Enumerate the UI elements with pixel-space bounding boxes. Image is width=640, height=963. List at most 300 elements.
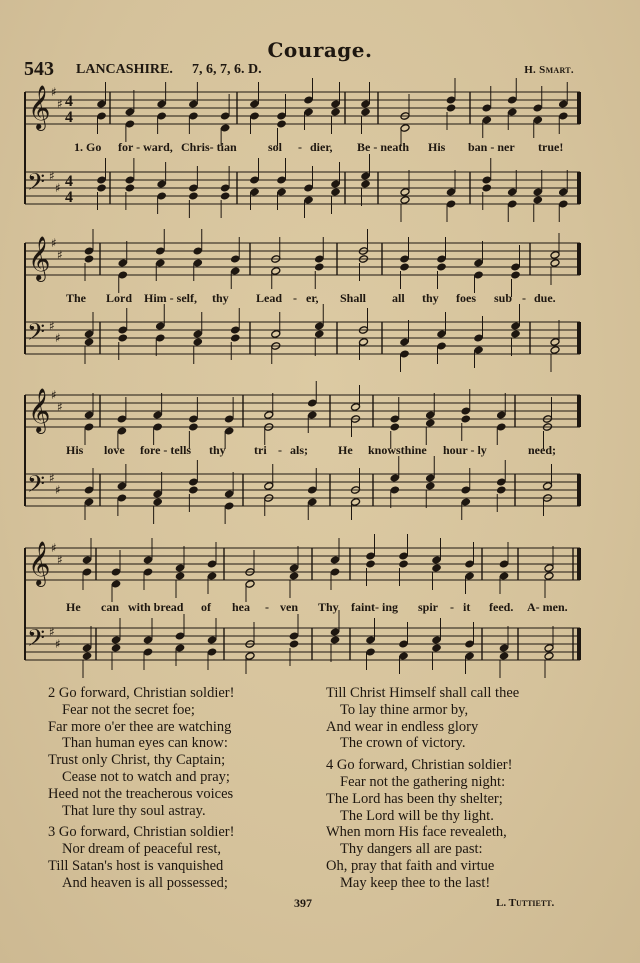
note-head xyxy=(175,632,185,641)
verse-line: Trust only Christ, thy Captain; xyxy=(48,752,226,769)
note-head xyxy=(245,580,255,589)
lyric-line xyxy=(0,443,640,459)
note-head xyxy=(446,96,456,105)
note-head xyxy=(188,184,198,193)
note-head xyxy=(84,411,94,420)
note-head xyxy=(125,184,135,193)
bass-clef-icon: 𝄢 xyxy=(27,470,46,503)
verse-line: That lure thy soul astray. xyxy=(62,802,206,819)
note-head xyxy=(193,338,203,347)
lyric-syllable: He xyxy=(66,600,81,614)
lyric-syllable: His xyxy=(66,443,84,457)
lyric-syllable: spir xyxy=(418,600,439,614)
note-head xyxy=(207,560,217,569)
note-head xyxy=(188,423,198,432)
note-head xyxy=(330,628,340,637)
verse-line: The crown of victory. xyxy=(340,735,466,752)
note-head xyxy=(446,104,456,113)
note-head xyxy=(544,572,554,581)
lyric-syllable: - xyxy=(298,140,302,154)
note-head xyxy=(331,188,341,197)
lyric-syllable: knowsthine xyxy=(368,443,427,457)
author-name: L. Tuttiett. xyxy=(496,897,555,909)
note-head xyxy=(230,334,240,343)
note-head xyxy=(432,644,442,653)
note-head xyxy=(550,346,560,355)
lyric-syllable: Lead xyxy=(256,291,283,305)
note-head xyxy=(188,415,198,424)
note-head xyxy=(550,259,560,268)
note-head xyxy=(289,640,299,649)
note-head xyxy=(461,415,471,424)
lyric-syllable: with bread xyxy=(128,600,184,614)
note-head xyxy=(446,188,456,197)
note-head xyxy=(314,263,324,272)
note-head xyxy=(289,632,299,641)
note-head xyxy=(474,271,484,280)
note-head xyxy=(153,411,163,420)
lyric-syllable: it xyxy=(463,600,471,614)
lyric-syllable: faint- ing xyxy=(351,600,399,614)
note-head xyxy=(97,112,107,121)
verse-line: And wear in endless glory xyxy=(326,718,479,735)
double-barline xyxy=(577,548,581,580)
note-head xyxy=(220,112,230,121)
note-head xyxy=(366,636,376,645)
note-head xyxy=(496,486,506,495)
lyric-syllable: Thy xyxy=(318,600,339,614)
note-head xyxy=(558,188,568,197)
lyric-syllable: A- men. xyxy=(527,600,568,614)
note-head xyxy=(111,568,121,577)
verse-line: Thy dangers all are past: xyxy=(340,841,483,858)
sharp-icon: ♯ xyxy=(49,169,55,183)
note-head xyxy=(157,112,167,121)
note-head xyxy=(188,486,198,495)
lyric-syllable: fore - tells xyxy=(140,443,192,457)
note-head xyxy=(361,108,371,117)
sharp-icon: ♯ xyxy=(49,319,55,333)
verse-line: Heed not the treacherous voices xyxy=(48,785,234,802)
note-head xyxy=(157,192,167,201)
note-head xyxy=(245,652,255,661)
lyric-syllable: - xyxy=(450,600,454,614)
note-head xyxy=(125,120,135,129)
note-head xyxy=(153,498,163,507)
verse-line: Oh, pray that faith and virtue xyxy=(326,857,495,874)
note-head xyxy=(117,494,127,503)
note-head xyxy=(111,644,121,653)
lyric-syllable: sol xyxy=(268,140,283,154)
note-head xyxy=(482,116,492,125)
sharp-icon: ♯ xyxy=(57,97,63,111)
note-head xyxy=(558,200,568,209)
note-head xyxy=(465,652,475,661)
note-head xyxy=(499,560,509,569)
lyric-syllable: tri xyxy=(254,443,267,457)
note-head xyxy=(474,259,484,268)
page-title: Courage. xyxy=(267,38,373,62)
note-head xyxy=(437,342,447,351)
note-head xyxy=(366,560,376,569)
hymn-number: 543 xyxy=(24,58,54,80)
sharp-icon: ♯ xyxy=(49,625,55,639)
note-head xyxy=(461,407,471,416)
note-head xyxy=(250,176,260,185)
final-barline xyxy=(577,474,581,506)
note-head xyxy=(359,338,369,347)
sharp-icon: ♯ xyxy=(51,388,57,402)
note-head xyxy=(230,255,240,264)
final-barline xyxy=(577,322,581,354)
note-head xyxy=(425,474,435,483)
lyric-syllable: er, xyxy=(306,291,319,305)
note-head xyxy=(84,247,94,256)
lyric-syllable: hour - ly xyxy=(443,443,487,457)
note-head xyxy=(250,112,260,121)
note-head xyxy=(224,415,234,424)
lyric-syllable: Shall xyxy=(340,291,367,305)
tune-name: LANCASHIRE. xyxy=(76,62,173,77)
note-head xyxy=(97,184,107,193)
lyric-line xyxy=(0,291,640,307)
verse-line: Till Satan's host is vanquished xyxy=(48,857,224,874)
note-head xyxy=(331,180,341,189)
note-head xyxy=(307,498,317,507)
sharp-icon: ♯ xyxy=(57,248,63,262)
note-head xyxy=(307,399,317,408)
note-head xyxy=(82,644,92,653)
note-head xyxy=(175,644,185,653)
lyric-line xyxy=(0,600,640,616)
time-signature: 4 xyxy=(65,93,73,110)
note-head xyxy=(544,652,554,661)
note-head xyxy=(425,419,435,428)
note-head xyxy=(437,330,447,339)
lyric-syllable: ban - ner xyxy=(468,140,515,154)
note-head xyxy=(143,636,153,645)
note-head xyxy=(224,502,234,511)
note-head xyxy=(84,423,94,432)
note-head xyxy=(84,498,94,507)
lyric-syllable: Him - self, xyxy=(144,291,197,305)
lyric-syllable: can xyxy=(101,600,119,614)
note-head xyxy=(224,427,234,436)
note-head xyxy=(533,116,543,125)
lyric-syllable: - xyxy=(278,443,282,457)
note-head xyxy=(400,350,410,359)
lyric-syllable: of xyxy=(201,600,211,614)
note-head xyxy=(155,322,165,331)
lyric-syllable: thy xyxy=(209,443,226,457)
note-head xyxy=(289,572,299,581)
note-head xyxy=(366,552,376,561)
note-head xyxy=(155,259,165,268)
note-head xyxy=(432,556,442,565)
verse-line: Than human eyes can know: xyxy=(62,735,228,752)
note-head xyxy=(304,196,314,205)
sharp-icon: ♯ xyxy=(51,541,57,555)
note-head xyxy=(474,346,484,355)
verse-line: The Lord has been thy shelter; xyxy=(326,790,503,807)
note-head xyxy=(289,564,299,573)
sharp-icon: ♯ xyxy=(55,181,61,195)
verse-line: Cease not to watch and pray; xyxy=(62,768,230,785)
sharp-icon: ♯ xyxy=(51,85,57,99)
note-head xyxy=(400,188,410,197)
note-head xyxy=(271,267,281,276)
lyric-syllable: The xyxy=(66,291,87,305)
note-head xyxy=(400,338,410,347)
note-head xyxy=(399,552,409,561)
lyric-syllable: He xyxy=(338,443,353,457)
verse-line: Far more o'er thee are watching xyxy=(48,718,232,735)
lyric-syllable: His xyxy=(428,140,446,154)
verse-line: Fear not the gathering night: xyxy=(340,773,506,790)
note-head xyxy=(330,568,340,577)
note-head xyxy=(84,255,94,264)
verse-line: Till Christ Himself shall call thee xyxy=(326,685,520,701)
note-head xyxy=(304,108,314,117)
verse-line: May keep thee to the last! xyxy=(340,874,491,891)
note-head xyxy=(558,112,568,121)
note-head xyxy=(175,564,185,573)
verse-line: 2 Go forward, Christian soldier! xyxy=(48,685,235,701)
bass-clef-icon: 𝄢 xyxy=(27,168,46,201)
note-head xyxy=(511,271,521,280)
verse-line: 4 Go forward, Christian soldier! xyxy=(326,757,513,774)
lyric-syllable: als; xyxy=(290,443,308,457)
note-head xyxy=(271,330,281,339)
sharp-icon: ♯ xyxy=(57,400,63,414)
note-head xyxy=(544,644,554,653)
note-head xyxy=(307,486,317,495)
note-head xyxy=(432,636,442,645)
lyric-syllable: - xyxy=(522,291,526,305)
note-head xyxy=(507,108,517,117)
note-head xyxy=(193,330,203,339)
final-barline xyxy=(577,92,581,124)
note-head xyxy=(82,556,92,565)
double-barline xyxy=(577,628,581,660)
note-head xyxy=(482,104,492,113)
composer-name: H. Smart. xyxy=(524,64,574,76)
note-head xyxy=(399,560,409,569)
note-head xyxy=(465,640,475,649)
note-head xyxy=(533,196,543,205)
lyric-syllable: Chris- tian xyxy=(181,140,237,154)
note-head xyxy=(437,255,447,264)
note-head xyxy=(361,180,371,189)
verse-line: The Lord will be thy light. xyxy=(340,807,494,824)
note-head xyxy=(351,498,361,507)
author xyxy=(496,897,554,909)
note-head xyxy=(277,120,287,129)
lyric-syllable: thy xyxy=(422,291,439,305)
note-head xyxy=(193,247,203,256)
note-head xyxy=(84,338,94,347)
note-head xyxy=(550,251,560,260)
note-head xyxy=(188,478,198,487)
lyric-syllable: 1. Go xyxy=(74,140,102,154)
note-head xyxy=(118,259,128,268)
note-head xyxy=(511,322,521,331)
verses-right-column xyxy=(326,685,519,892)
note-head xyxy=(155,247,165,256)
note-head xyxy=(230,326,240,335)
note-head xyxy=(157,100,167,109)
note-head xyxy=(351,403,361,412)
note-head xyxy=(220,184,230,193)
bass-clef-icon: 𝄢 xyxy=(27,624,46,657)
note-head xyxy=(461,486,471,495)
note-head xyxy=(482,184,492,193)
lyric-syllable: Lord xyxy=(106,291,133,305)
lyric-syllable: - xyxy=(265,600,269,614)
note-head xyxy=(224,490,234,499)
note-head xyxy=(496,423,506,432)
note-head xyxy=(330,636,340,645)
note-head xyxy=(400,255,410,264)
note-head xyxy=(390,474,400,483)
note-head xyxy=(511,330,521,339)
note-head xyxy=(304,184,314,193)
note-head xyxy=(84,486,94,495)
note-head xyxy=(446,200,456,209)
lyric-syllable: foes xyxy=(456,291,476,305)
lyric-syllable: hea xyxy=(232,600,250,614)
note-head xyxy=(425,482,435,491)
note-head xyxy=(207,648,217,657)
meter: 7, 6, 7, 6. D. xyxy=(192,62,262,77)
note-head xyxy=(425,411,435,420)
note-head xyxy=(250,188,260,197)
note-head xyxy=(558,100,568,109)
note-head xyxy=(277,188,287,197)
page-number: 397 xyxy=(294,896,312,910)
lyric-syllable: all xyxy=(392,291,405,305)
final-barline xyxy=(577,395,581,427)
note-head xyxy=(175,572,185,581)
note-head xyxy=(390,486,400,495)
note-head xyxy=(461,498,471,507)
lyric-syllable: thy xyxy=(212,291,229,305)
note-head xyxy=(432,564,442,573)
note-head xyxy=(314,330,324,339)
final-barline xyxy=(577,172,581,204)
verse-line: Fear not the secret foe; xyxy=(62,701,195,718)
note-head xyxy=(207,572,217,581)
note-head xyxy=(390,423,400,432)
note-head xyxy=(474,334,484,343)
note-head xyxy=(220,124,230,133)
note-head xyxy=(188,112,198,121)
lyric-syllable: feed. xyxy=(489,600,514,614)
verse-line: Nor dream of peaceful rest, xyxy=(62,841,222,858)
time-signature: 4 xyxy=(65,109,73,126)
note-head xyxy=(507,188,517,197)
note-head xyxy=(499,572,509,581)
note-head xyxy=(117,482,127,491)
sharp-icon: ♯ xyxy=(55,331,61,345)
note-head xyxy=(437,263,447,272)
lyric-syllable: dier, xyxy=(310,140,333,154)
note-head xyxy=(499,652,509,661)
note-head xyxy=(143,648,153,657)
verses-left-column xyxy=(48,685,234,892)
note-head xyxy=(157,180,167,189)
note-head xyxy=(125,176,135,185)
note-head xyxy=(331,100,341,109)
note-head xyxy=(361,100,371,109)
note-head xyxy=(207,636,217,645)
final-barline xyxy=(577,243,581,275)
lyric-syllable: love xyxy=(104,443,125,457)
note-head xyxy=(277,176,287,185)
lyric-syllable: for - ward, xyxy=(118,140,173,154)
note-head xyxy=(111,636,121,645)
lyric-syllable: ven xyxy=(280,600,298,614)
note-head xyxy=(188,100,198,109)
lyric-line xyxy=(0,140,640,156)
note-head xyxy=(250,100,260,109)
lyric-syllable: true! xyxy=(538,140,564,154)
note-head xyxy=(366,648,376,657)
note-head xyxy=(533,188,543,197)
note-head xyxy=(361,172,371,181)
time-signature: 4 xyxy=(65,189,73,206)
treble-clef-icon: 𝄞 xyxy=(28,85,51,129)
note-head xyxy=(465,572,475,581)
note-head xyxy=(264,482,274,491)
verse-line: 3 Go forward, Christian soldier! xyxy=(48,824,235,841)
note-head xyxy=(511,263,521,272)
sharp-icon: ♯ xyxy=(55,483,61,497)
note-head xyxy=(465,560,475,569)
note-head xyxy=(230,267,240,276)
treble-clef-icon: 𝄞 xyxy=(28,388,51,432)
note-head xyxy=(390,415,400,424)
note-head xyxy=(143,568,153,577)
note-head xyxy=(543,482,553,491)
note-head xyxy=(220,192,230,201)
note-head xyxy=(330,556,340,565)
note-head xyxy=(399,652,409,661)
note-head xyxy=(125,108,135,117)
note-head xyxy=(550,338,560,347)
treble-clef-icon: 𝄞 xyxy=(28,541,51,585)
note-head xyxy=(400,124,410,133)
note-head xyxy=(331,108,341,117)
note-head xyxy=(496,478,506,487)
sharp-icon: ♯ xyxy=(49,471,55,485)
note-head xyxy=(82,652,92,661)
note-head xyxy=(544,564,554,573)
sharp-icon: ♯ xyxy=(51,236,57,250)
verse-line: To lay thine armor by, xyxy=(340,701,469,718)
treble-clef-icon: 𝄞 xyxy=(28,236,51,280)
note-head xyxy=(507,200,517,209)
note-head xyxy=(118,326,128,335)
note-head xyxy=(507,96,517,105)
lyric-syllable: sub xyxy=(494,291,513,305)
note-head xyxy=(499,644,509,653)
note-head xyxy=(193,259,203,268)
note-head xyxy=(143,556,153,565)
note-head xyxy=(188,192,198,201)
note-head xyxy=(264,411,274,420)
lyric-syllable: need; xyxy=(528,443,556,457)
